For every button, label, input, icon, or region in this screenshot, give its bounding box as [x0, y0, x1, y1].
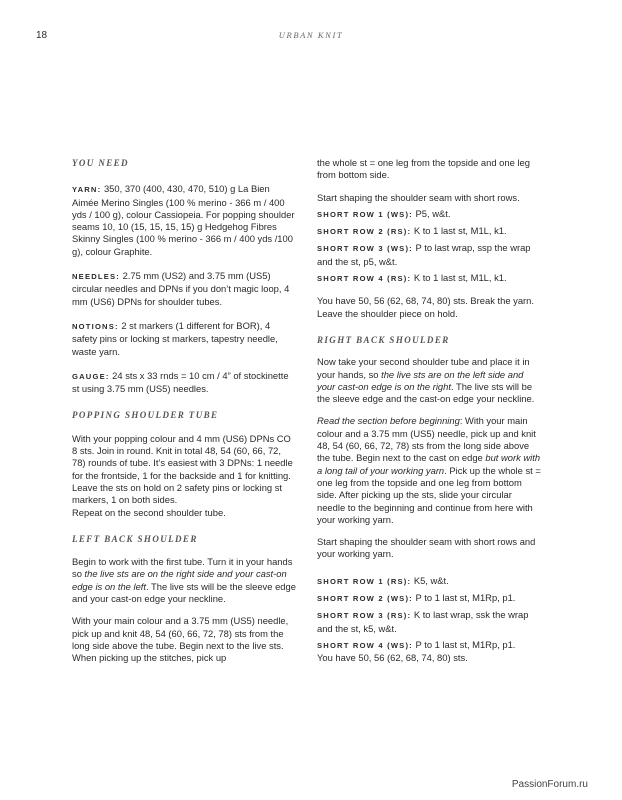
rbs-paragraph-2: [317, 415, 541, 526]
gauge-label: GAUGE:: [72, 371, 110, 381]
rbs-text-b: the live sts are on the left side and your cast-on edge is on the right: [317, 368, 524, 392]
short-row-3: [317, 242, 541, 268]
right-column: [317, 157, 541, 665]
notions-label: NOTIONS:: [72, 321, 119, 331]
rbs2-text-d: . Pick up the whole st = one leg from the topside and one leg from bottom side. After picking up the sts, slide your circular needle to the beginning and continue from here with your working yarn.: [317, 464, 541, 525]
short-row-2-text: K to 1 last st, M1L, k1.: [411, 225, 507, 237]
rbs-text-a: Now take your second shoulder tube and place it in your hands, so: [317, 356, 530, 380]
watermark: PassionForum.ru: [511, 779, 588, 790]
rbs-paragraph-3: Start shaping the shoulder seam with short rows and your working yarn.: [317, 536, 536, 560]
short-row-2: [317, 225, 541, 238]
gauge-paragraph: [72, 370, 296, 396]
tube-repeat: Repeat on the second shoulder tube.: [72, 506, 226, 518]
start-short-rows: Start shaping the shoulder seam with short rows.: [317, 191, 520, 203]
lbs-paragraph-2: With your main colour and a 3.75 mm (US5) needle, pick up and knit 48, 54 (60, 66, 72, 78) sts from the long side above the tube. Begin next to the live sts. When picking up the stitches, pick up: [72, 615, 289, 664]
r-short-row-3-text: K to last wrap, ssk the wrap and the st, k5, w&t.: [317, 609, 529, 634]
r-short-row-3-label: SHORT ROW 3 (RS):: [317, 611, 412, 621]
tube-paragraph: With your popping colour and 4 mm (US6) DPNs CO 8 sts. Join in round. Knit in total 48, 54 (60, 66, 72, 78) rounds of tube. It’s easiest with 3 DPNs: 1 needle for the frontside, 1 for the backside and 1 for knitting. Leave the sts on hold on 2 safety pins or locking st markers, 1 on both sides.: [72, 432, 293, 506]
r-have-sts: You have 50, 56 (62, 68, 74, 80) sts.: [317, 652, 468, 664]
r-short-row-1: [317, 575, 541, 588]
continued-paragraph: the whole st = one leg from the topside and one leg from bottom side.: [317, 157, 530, 181]
r-short-row-2: [317, 592, 541, 605]
notions-text: 2 st markers (1 different for BOR), 4 safety pins or locking st markers, tapestry needle, waste yarn.: [72, 319, 278, 357]
r-short-row-4-text: P to 1 last st, M1Rp, p1.: [412, 638, 516, 650]
needles-text: 2.75 mm (US2) and 3.75 mm (US5) circular needles and DPNs if you don’t magic loop, 4 mm (US6) DPNs for shoulder tubes.: [72, 270, 290, 307]
r-short-row-2-text: P to 1 last st, M1Rp, p1.: [412, 592, 516, 604]
short-row-4-label: SHORT ROW 4 (RS):: [317, 274, 412, 284]
r-short-row-1-label: SHORT ROW 1 (RS):: [317, 576, 412, 586]
short-row-1-text: P5, w&t.: [412, 207, 451, 219]
r-short-row-1-text: K5, w&t.: [411, 574, 449, 586]
yarn-label: YARN:: [72, 185, 102, 195]
short-row-1-label: SHORT ROW 1 (WS):: [317, 209, 413, 219]
left-back-shoulder-heading: LEFT BACK SHOULDER: [72, 533, 198, 544]
r-short-row-2-label: SHORT ROW 2 (WS):: [317, 594, 413, 604]
rbs2-text-b: : With your main colour and a 3.75 mm (US5) needle, pick up and knit 48, 54 (60, 66, 72, 78) sts from the long side above the tube. Begin next to the cast on edge: [317, 415, 536, 464]
right-back-shoulder-heading: RIGHT BACK SHOULDER: [317, 334, 450, 345]
short-row-4: [317, 272, 541, 285]
notions-paragraph: [72, 320, 296, 358]
rbs2-text-a: Read the section before beginning: [317, 415, 460, 427]
left-column: [72, 157, 296, 665]
rbs-paragraph-1: [317, 356, 541, 405]
r-short-row-4-label: SHORT ROW 4 (WS):: [317, 640, 413, 650]
r-short-row-4: [317, 639, 541, 652]
needles-paragraph: [72, 270, 296, 308]
short-row-2-label: SHORT ROW 2 (RS):: [317, 227, 412, 237]
lbs-text-c: . The live sts will be the sleeve edge and your cast-on edge your neckline.: [72, 580, 296, 605]
short-row-3-label: SHORT ROW 3 (WS):: [317, 244, 413, 254]
yarn-paragraph: [72, 183, 296, 258]
lbs-text-a: Begin to work with the first tube. Turn it in your hands so: [72, 556, 293, 580]
running-title: URBAN KNIT: [278, 30, 344, 40]
gauge-text: 24 sts x 33 rnds = 10 cm / 4” of stockinette st using 3.75 mm (US5) needles.: [72, 369, 289, 395]
short-row-1: [317, 208, 541, 221]
lbs-text-b: the live sts are on the right side and your cast-on edge is on the left: [72, 568, 287, 592]
needles-label: NEEDLES:: [72, 272, 120, 282]
r-short-row-3: [317, 609, 541, 635]
rbs-text-c: . The live sts will be the sleeve edge and the cast-on edge your neckline.: [317, 380, 535, 405]
short-row-4-text: K to 1 last st, M1L, k1.: [411, 272, 507, 284]
page-number: 18: [36, 30, 48, 41]
lbs-paragraph-1: [72, 556, 296, 605]
you-need-heading: YOU NEED: [72, 158, 129, 168]
short-row-3-text: P to last wrap, ssp the wrap and the st, p5, w&t.: [317, 242, 531, 267]
have-sts-paragraph: You have 50, 56 (62, 68, 74, 80) sts. Break the yarn. Leave the shoulder piece on hold.: [317, 295, 534, 319]
popping-shoulder-tube-heading: POPPING SHOULDER TUBE: [72, 410, 219, 421]
rbs2-text-c: but work with a long tail of your working yarn: [317, 452, 541, 476]
yarn-text: 350, 370 (400, 430, 470, 510) g La Bien Aimée Merino Singles (100 % merino - 366 m / 400 yds / 100 g), colour Cassiopeia. For popping shoulder seams 10, 10 (15, 15, 15, 15) g Hedgehog Fibres Skinny Singles (100 % merino - 366 m / 400 yds /100 g), colour Graphite.: [72, 183, 295, 257]
